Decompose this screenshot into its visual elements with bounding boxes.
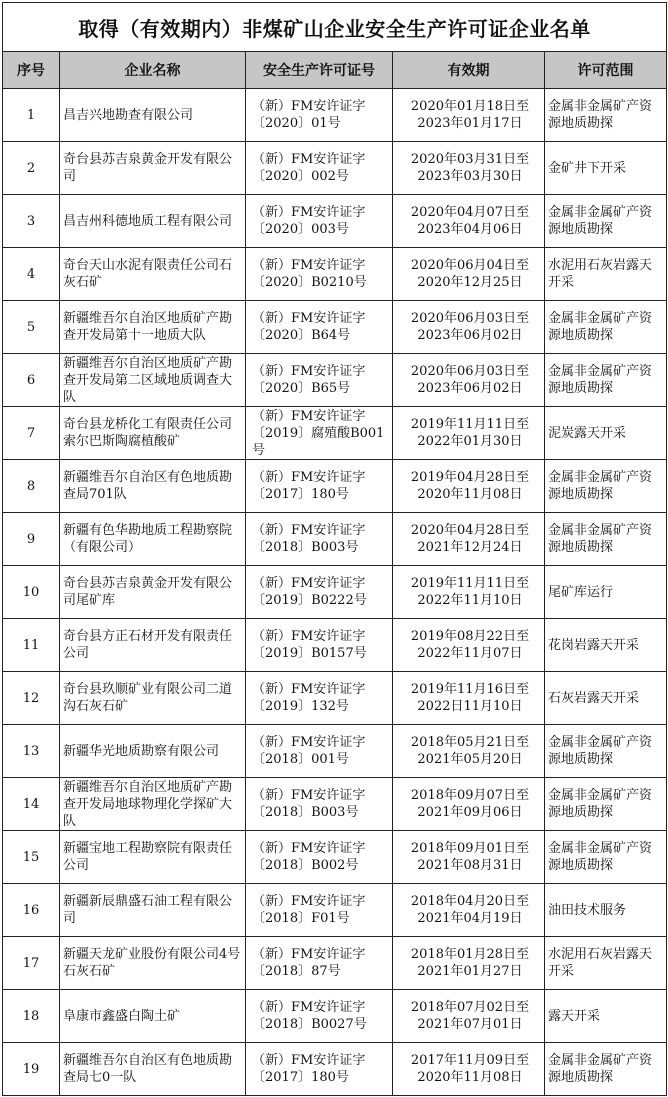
license-scope: 金属非金属矿产资源地质勘探 <box>545 301 667 354</box>
license-number: （新）FM安许证字〔2019〕B0157号 <box>246 619 393 672</box>
row-number: 2 <box>3 142 60 195</box>
validity-period <box>393 195 545 248</box>
license-scope: 石灰岩露天开采 <box>545 672 667 725</box>
license-scope: 金属非金属矿产资源地质勘探 <box>545 460 667 513</box>
valid-to: 2020年11月08日 <box>417 1070 523 1085</box>
company-name: 新疆有色华勘地质工程勘察院（有限公司） <box>60 513 246 566</box>
valid-from: 2018年07月02日至 <box>410 1000 530 1015</box>
company-name: 新疆新辰鼎盛石油工程有限公司 <box>60 884 246 937</box>
valid-from: 2020年06月04日至 <box>410 258 530 273</box>
header-row <box>3 52 667 89</box>
valid-to: 2021年08月31日 <box>417 858 523 873</box>
validity-period <box>393 142 545 195</box>
table-row <box>3 460 667 513</box>
valid-from: 2020年03月31日至 <box>410 152 530 167</box>
company-name: 奇台县龙桥化工有限责任公司索尔巴斯陶腐植酸矿 <box>60 407 246 460</box>
validity-period <box>393 248 545 301</box>
license-number: （新）FM安许证字〔2018〕B002号 <box>246 831 393 884</box>
company-name: 新疆维吾尔自治区地质矿产勘查开发局地球物理化学探矿大队 <box>60 778 246 831</box>
company-name: 新疆维吾尔自治区地质矿产勘查开发局第十一地质大队 <box>60 301 246 354</box>
table-row <box>3 619 667 672</box>
license-scope: 油田技术服务 <box>545 884 667 937</box>
license-number: （新）FM安许证字〔2020〕B0210号 <box>246 248 393 301</box>
header-scope: 许可范围 <box>545 52 667 89</box>
license-number: （新）FM安许证字〔2017〕180号 <box>246 460 393 513</box>
company-name: 昌吉兴地勘查有限公司 <box>60 89 246 142</box>
table-row <box>3 831 667 884</box>
company-name: 奇台县苏吉泉黄金开发有限公司 <box>60 142 246 195</box>
validity-period <box>393 884 545 937</box>
row-number: 14 <box>3 778 60 831</box>
valid-to: 2020年12月25日 <box>417 275 523 290</box>
validity-period <box>393 831 545 884</box>
company-name: 新疆华光地质勘察有限公司 <box>60 725 246 778</box>
valid-to: 2023年01月17日 <box>417 116 523 131</box>
license-number: （新）FM安许证字〔2020〕01号 <box>246 89 393 142</box>
row-number: 19 <box>3 1043 60 1096</box>
row-number: 9 <box>3 513 60 566</box>
license-table <box>2 2 667 1096</box>
validity-period <box>393 354 545 407</box>
license-scope: 金属非金属矿产资源地质勘探 <box>545 195 667 248</box>
license-scope: 水泥用石灰岩露天开采 <box>545 937 667 990</box>
validity-period <box>393 89 545 142</box>
company-name: 新疆天龙矿业股份有限公司4号石灰石矿 <box>60 937 246 990</box>
table-row <box>3 407 667 460</box>
license-number: （新）FM安许证字〔2019〕132号 <box>246 672 393 725</box>
company-name: 新疆维吾尔自治区有色地质勘查局七0一队 <box>60 1043 246 1096</box>
row-number: 6 <box>3 354 60 407</box>
valid-from: 2020年04月07日至 <box>410 205 530 220</box>
row-number: 4 <box>3 248 60 301</box>
license-scope: 花岗岩露天开采 <box>545 619 667 672</box>
license-number: （新）FM安许证字〔2018〕B003号 <box>246 778 393 831</box>
valid-from: 2018年05月21日至 <box>410 735 530 750</box>
table-row <box>3 937 667 990</box>
valid-from: 2020年06月03日至 <box>410 311 530 326</box>
validity-period <box>393 513 545 566</box>
row-number: 5 <box>3 301 60 354</box>
row-number: 18 <box>3 990 60 1043</box>
license-number: （新）FM安许证字〔2020〕003号 <box>246 195 393 248</box>
company-name: 昌吉州科德地质工程有限公司 <box>60 195 246 248</box>
license-scope: 金属非金属矿产资源地质勘探 <box>545 354 667 407</box>
valid-to: 2021年04月19日 <box>417 911 523 926</box>
table-row <box>3 884 667 937</box>
table-row <box>3 566 667 619</box>
document-title: 取得（有效期内）非煤矿山企业安全生产许可证企业名单 <box>3 3 667 52</box>
valid-to: 2023年06月02日 <box>417 381 523 396</box>
license-number: （新）FM安许证字〔2019〕腐殖酸B001号 <box>246 407 393 460</box>
valid-from: 2020年06月03日至 <box>410 364 530 379</box>
license-number: （新）FM安许证字〔2018〕B003号 <box>246 513 393 566</box>
company-name: 阜康市鑫盛白陶土矿 <box>60 990 246 1043</box>
header-no: 序号 <box>3 52 60 89</box>
table-row <box>3 725 667 778</box>
valid-to: 2021年12月24日 <box>417 540 523 555</box>
header-company: 企业名称 <box>60 52 246 89</box>
license-scope: 尾矿库运行 <box>545 566 667 619</box>
license-number: （新）FM安许证字〔2020〕B65号 <box>246 354 393 407</box>
license-scope: 露天开采 <box>545 990 667 1043</box>
validity-period <box>393 937 545 990</box>
license-number: （新）FM安许证字〔2018〕F01号 <box>246 884 393 937</box>
valid-from: 2019年08月22日至 <box>410 629 530 644</box>
company-name: 奇台县玖顺矿业有限公司二道沟石灰石矿 <box>60 672 246 725</box>
row-number: 7 <box>3 407 60 460</box>
row-number: 3 <box>3 195 60 248</box>
row-number: 12 <box>3 672 60 725</box>
license-scope: 泥炭露天开采 <box>545 407 667 460</box>
table-row <box>3 142 667 195</box>
valid-from: 2019年11月16日至 <box>410 682 530 697</box>
license-number: （新）FM安许证字〔2019〕B0222号 <box>246 566 393 619</box>
company-name: 新疆维吾尔自治区有色地质勘查局701队 <box>60 460 246 513</box>
valid-to: 2023年04月06日 <box>417 222 523 237</box>
valid-from: 2019年11月11日至 <box>410 417 530 432</box>
row-number: 17 <box>3 937 60 990</box>
company-name: 奇台天山水泥有限责任公司石灰石矿 <box>60 248 246 301</box>
company-name: 奇台县苏吉泉黄金开发有限公司尾矿库 <box>60 566 246 619</box>
table-row <box>3 195 667 248</box>
valid-to: 2022年11月10日 <box>417 593 523 608</box>
table-row <box>3 672 667 725</box>
license-number: （新）FM安许证字〔2020〕B64号 <box>246 301 393 354</box>
table-row <box>3 990 667 1043</box>
valid-from: 2020年04月28日至 <box>410 523 530 538</box>
table-row <box>3 513 667 566</box>
license-scope: 金属非金属矿产资源地质勘探 <box>545 831 667 884</box>
header-validity: 有效期 <box>393 52 545 89</box>
validity-period <box>393 460 545 513</box>
valid-to: 2023年03月30日 <box>417 169 523 184</box>
table-row <box>3 301 667 354</box>
validity-period <box>393 672 545 725</box>
company-name: 奇台县方正石材开发有限责任公司 <box>60 619 246 672</box>
validity-period <box>393 1043 545 1096</box>
license-scope: 金属非金属矿产资源地质勘探 <box>545 778 667 831</box>
table-row <box>3 248 667 301</box>
header-license: 安全生产许可证号 <box>246 52 393 89</box>
validity-period <box>393 725 545 778</box>
valid-from: 2018年01月28日至 <box>410 947 530 962</box>
row-number: 13 <box>3 725 60 778</box>
license-scope: 金属非金属矿产资源地质勘探 <box>545 725 667 778</box>
license-scope: 金矿井下开采 <box>545 142 667 195</box>
license-number: （新）FM安许证字〔2018〕001号 <box>246 725 393 778</box>
valid-from: 2017年11月09日至 <box>410 1053 530 1068</box>
valid-to: 2021年09月06日 <box>417 805 523 820</box>
validity-period <box>393 619 545 672</box>
company-name: 新疆宝地工程勘察院有限责任公司 <box>60 831 246 884</box>
license-number: （新）FM安许证字〔2020〕002号 <box>246 142 393 195</box>
valid-to: 2023年06月02日 <box>417 328 523 343</box>
valid-to: 2021年05月20日 <box>417 752 523 767</box>
license-scope: 金属非金属矿产资源地质勘探 <box>545 89 667 142</box>
validity-period <box>393 566 545 619</box>
table-row <box>3 1043 667 1096</box>
company-name: 新疆维吾尔自治区地质矿产勘查开发局第二区域地质调查大队 <box>60 354 246 407</box>
valid-to: 2022日11月10日 <box>417 699 523 714</box>
valid-from: 2020年01月18日至 <box>410 99 530 114</box>
valid-from: 2018年09月07日至 <box>410 788 530 803</box>
valid-from: 2018年09月01日至 <box>410 841 530 856</box>
validity-period <box>393 407 545 460</box>
validity-period <box>393 301 545 354</box>
license-scope: 金属非金属矿产资源地质勘探 <box>545 513 667 566</box>
valid-from: 2019年11月11日至 <box>410 576 530 591</box>
validity-period <box>393 778 545 831</box>
row-number: 11 <box>3 619 60 672</box>
valid-from: 2018年04月20日至 <box>410 894 530 909</box>
license-number: （新）FM安许证字〔2018〕87号 <box>246 937 393 990</box>
valid-from: 2019年04月28日至 <box>410 470 530 485</box>
valid-to: 2021年01月27日 <box>417 964 523 979</box>
validity-period <box>393 990 545 1043</box>
row-number: 10 <box>3 566 60 619</box>
license-scope: 水泥用石灰岩露天开采 <box>545 248 667 301</box>
license-scope: 金属非金属矿产资源地质勘探 <box>545 1043 667 1096</box>
row-number: 16 <box>3 884 60 937</box>
row-number: 8 <box>3 460 60 513</box>
valid-to: 2020年11月08日 <box>417 487 523 502</box>
valid-to: 2021年07月01日 <box>417 1017 523 1032</box>
valid-to: 2022年01月30日 <box>417 434 523 449</box>
license-number: （新）FM安许证字〔2017〕180号 <box>246 1043 393 1096</box>
license-number: （新）FM安许证字〔2018〕B0027号 <box>246 990 393 1043</box>
row-number: 1 <box>3 89 60 142</box>
valid-to: 2022年11月07日 <box>417 646 523 661</box>
row-number: 15 <box>3 831 60 884</box>
table-row <box>3 354 667 407</box>
table-row <box>3 778 667 831</box>
table-row <box>3 89 667 142</box>
